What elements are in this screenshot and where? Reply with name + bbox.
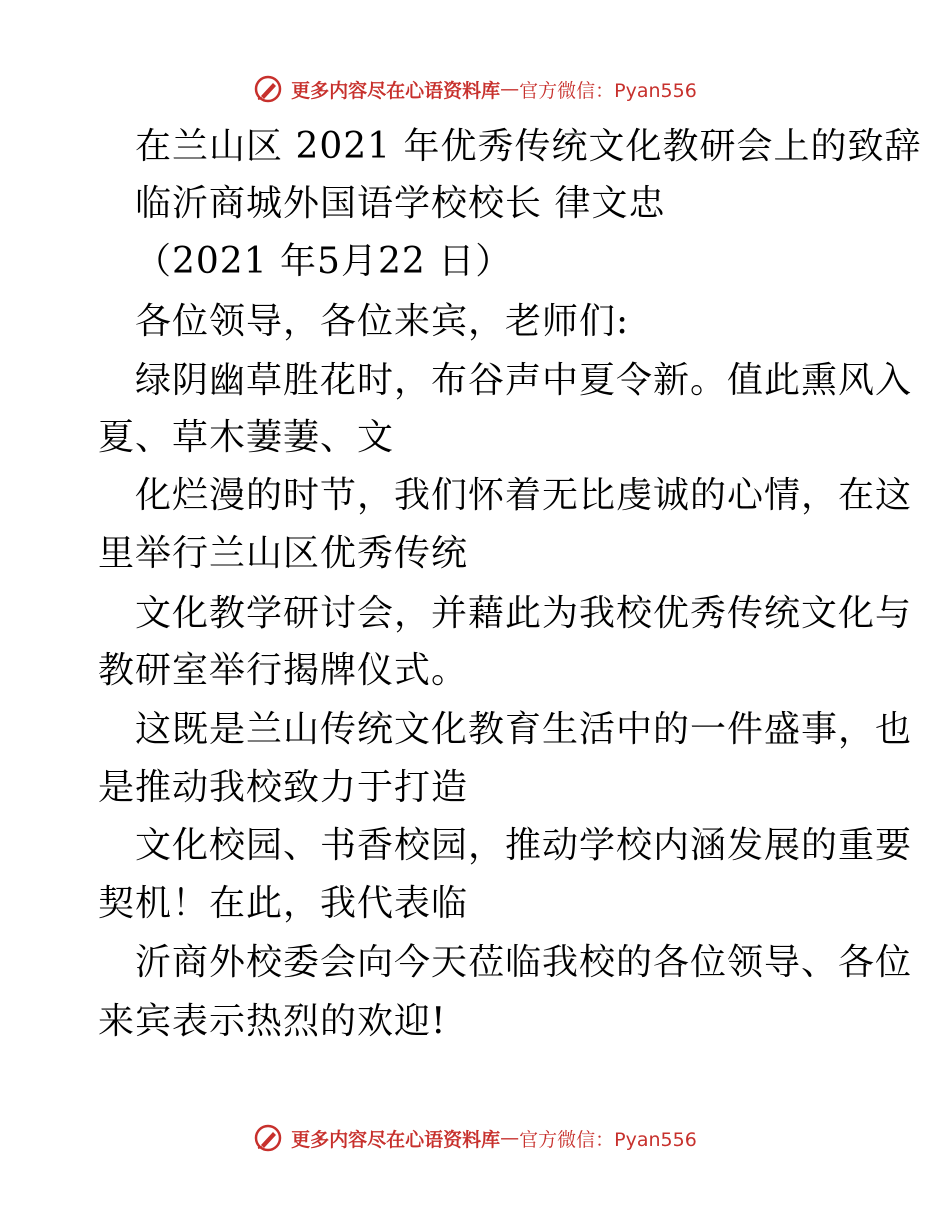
- watermark-brand: 更多内容尽在心语资料库: [291, 79, 501, 102]
- paragraph-line: 契机！在此，我代表临: [98, 883, 469, 924]
- pen-logo-icon: [253, 1123, 283, 1153]
- speech-title: 在兰山区 2021 年优秀传统文化教研会上的致辞: [135, 126, 922, 167]
- header-watermark: [0, 74, 950, 104]
- pen-logo-icon: [253, 74, 283, 104]
- watermark-separator: —: [500, 78, 520, 100]
- paragraph-line: 文化校园、书香校园，推动学校内涵发展的重要: [135, 825, 913, 866]
- paragraph-line: 夏、草木萋萋、文: [98, 417, 395, 458]
- paragraph-line: 是推动我校致力于打造: [98, 767, 469, 808]
- salutation: 各位领导，各位来宾，老师们:: [135, 301, 630, 342]
- paragraph-line: 化烂漫的时节，我们怀着无比虔诚的心情，在这: [135, 475, 913, 516]
- paragraph-line: 教研室举行揭牌仪式。: [98, 650, 469, 691]
- paragraph-line: 沂商外校委会向今天莅临我校的各位领导、各位: [135, 942, 913, 983]
- date-line: （2021 年5月22 日）: [135, 241, 513, 282]
- paragraph-line: 这既是兰山传统文化教育生活中的一件盛事，也: [135, 709, 913, 750]
- paragraph-line: 文化教学研讨会，并藉此为我校优秀传统文化与: [135, 593, 913, 634]
- paragraph-line: 来宾表示热烈的欢迎!: [98, 1001, 447, 1042]
- watermark-contact: 官方微信：Pyan556: [519, 79, 697, 102]
- paragraph-line: 绿阴幽草胜花时，布谷声中夏令新。值此熏风入: [135, 360, 913, 401]
- watermark-contact: 官方微信：Pyan556: [519, 1128, 697, 1151]
- speaker-line: 临沂商城外国语学校校长 律文忠: [135, 183, 666, 224]
- paragraph-line: 里举行兰山区优秀传统: [98, 533, 469, 574]
- watermark-separator: —: [500, 1127, 520, 1149]
- footer-watermark: [0, 1123, 950, 1153]
- watermark-brand: 更多内容尽在心语资料库: [291, 1128, 501, 1151]
